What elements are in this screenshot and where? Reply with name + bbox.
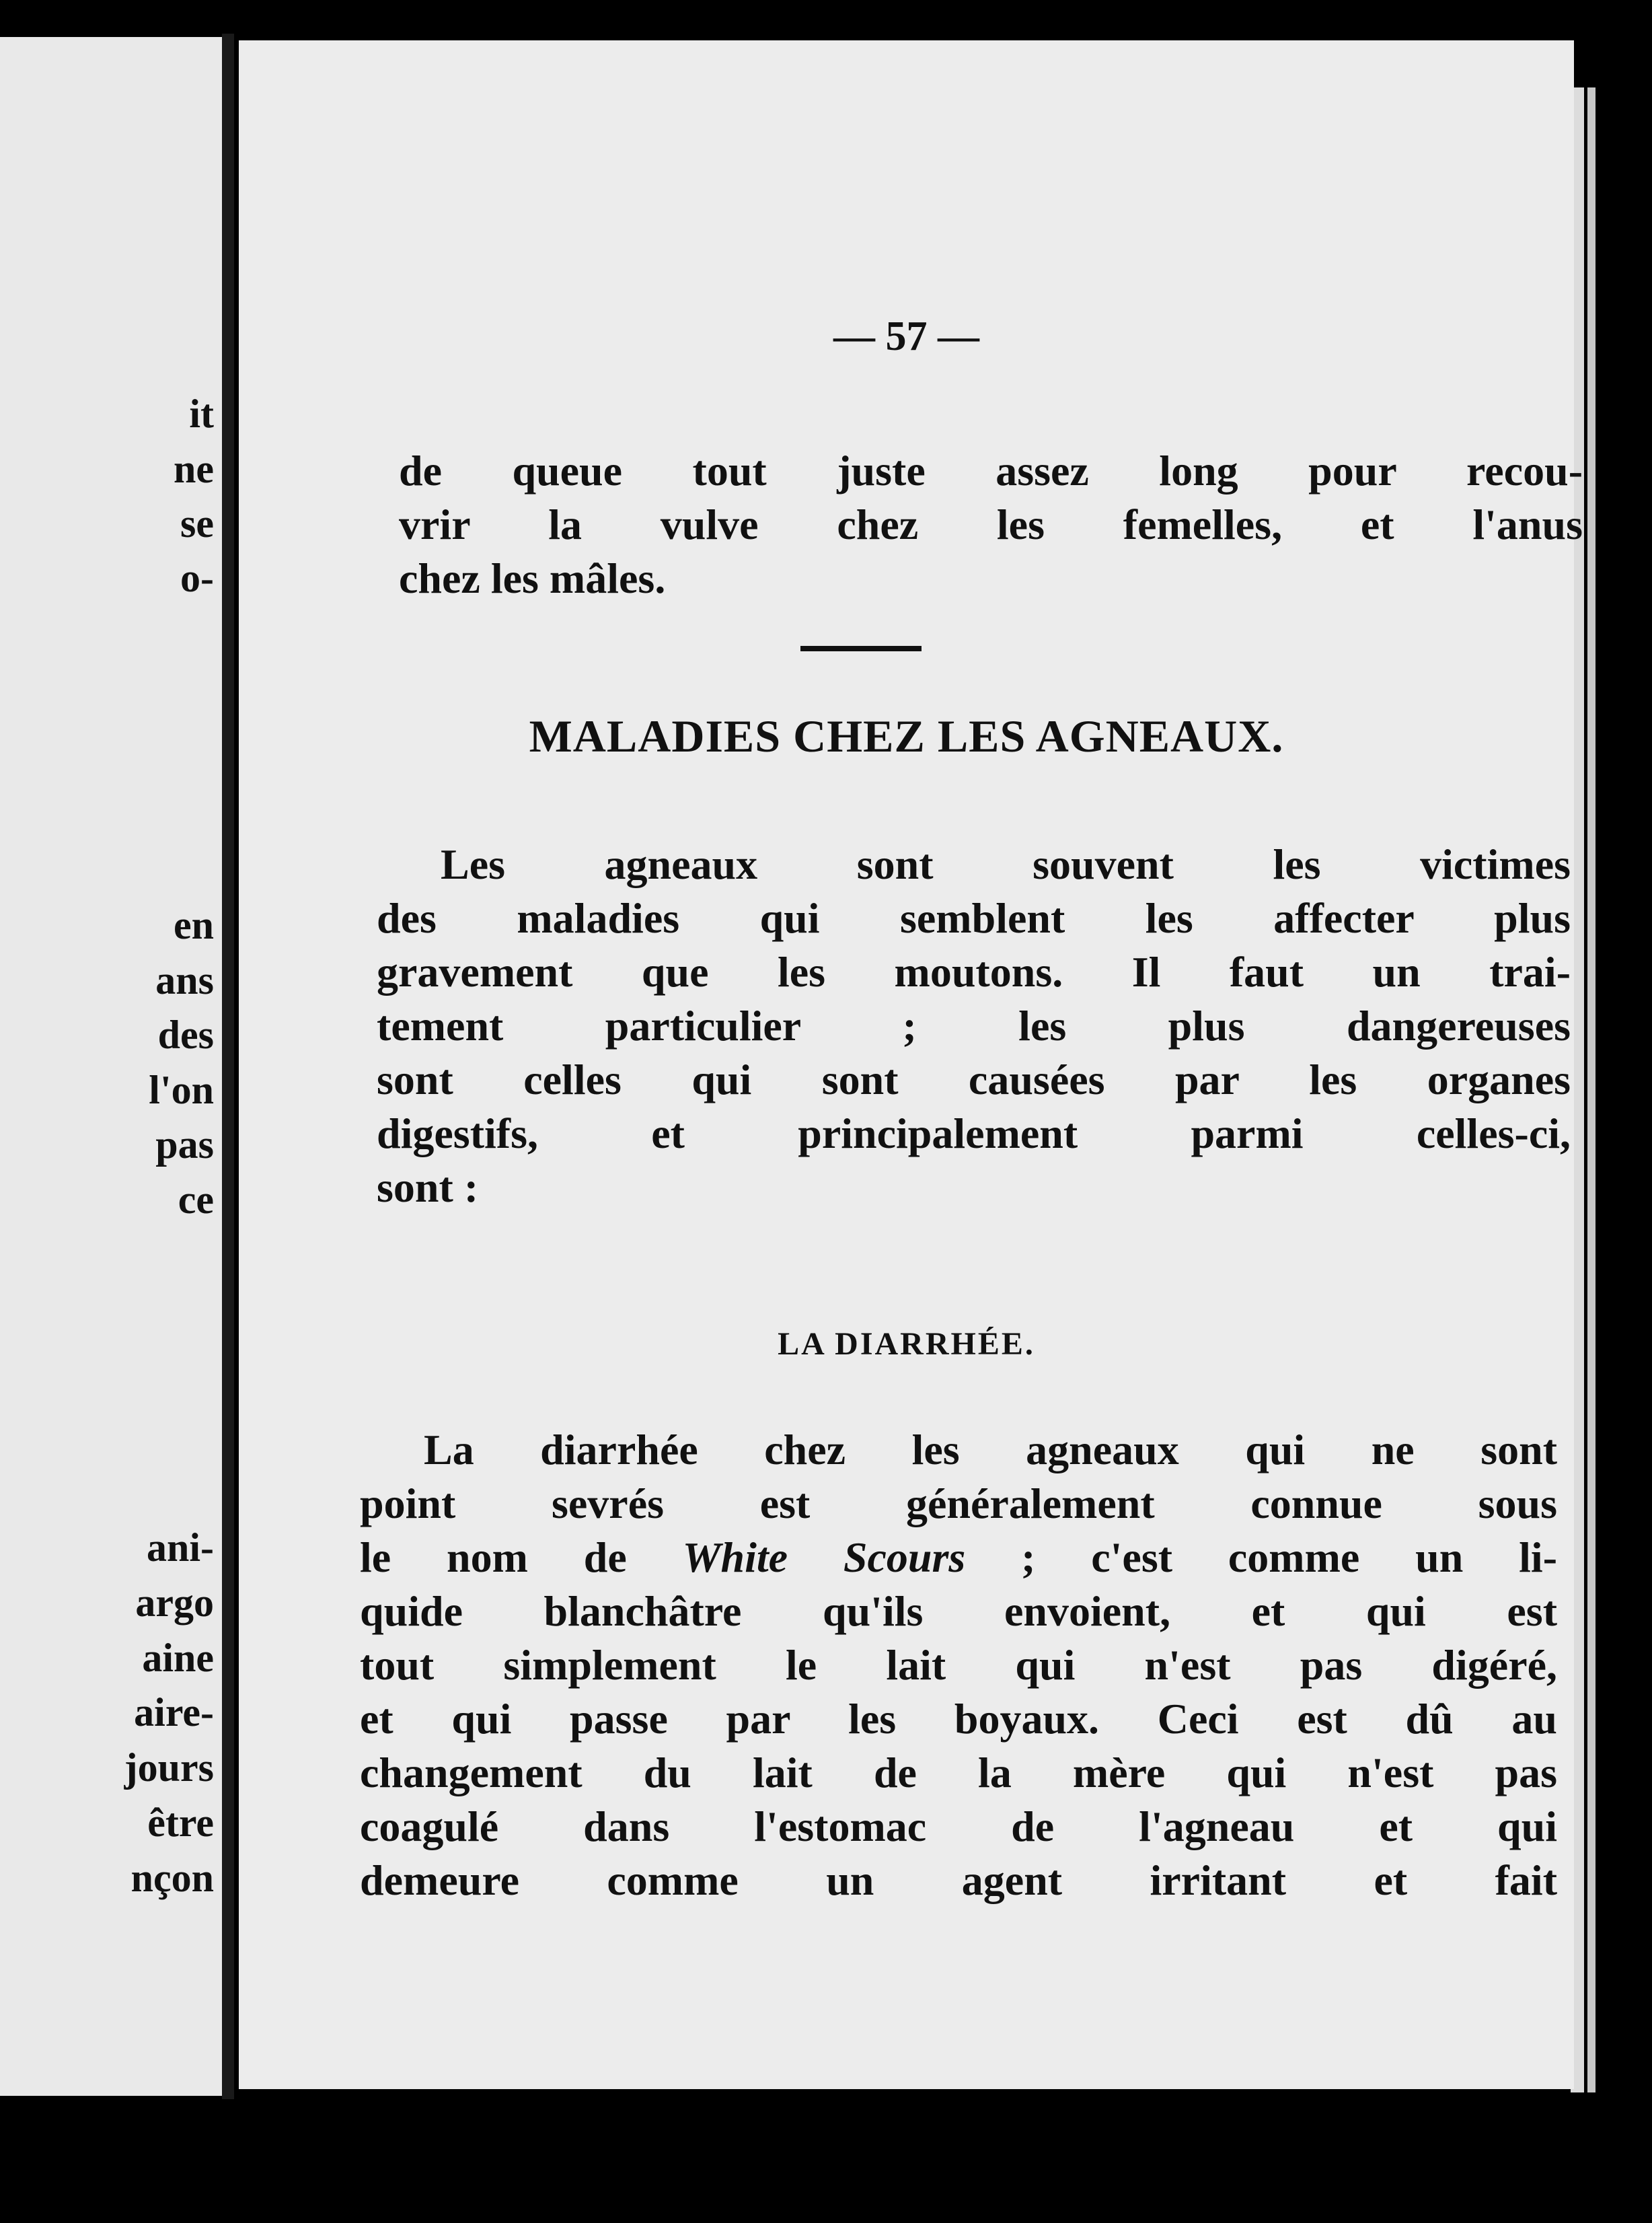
text-line: vrir la vulve chez les femelles, et l'anus [399, 501, 1583, 548]
text-run: le nom de [360, 1533, 683, 1581]
previous-page-fragment [0, 37, 222, 2096]
page-stack-edge [1587, 87, 1595, 2092]
fragment-text: en [174, 903, 214, 947]
diarrhee-paragraph [360, 1423, 1557, 1907]
fragment-text: o- [180, 556, 214, 600]
section-heading: MALADIES CHEZ LES AGNEAUX. [529, 710, 1284, 762]
text-line: demeure comme un agent irritant et fait [360, 1856, 1557, 1904]
text-line: tout simplement le lait qui n'est pas digéré, [360, 1641, 1557, 1689]
fragment-text: it [189, 392, 214, 436]
fragment-text: jours [124, 1745, 214, 1790]
fragment-text: ce [178, 1177, 214, 1222]
fragment-text: argo [135, 1580, 214, 1625]
text-line: La diarrhée chez les agneaux qui ne sont [424, 1426, 1557, 1473]
text-line: sont : [377, 1163, 479, 1211]
text-line-with-italic [360, 1531, 1557, 1584]
fragment-text: aine [142, 1636, 214, 1680]
text-line: point sevrés est généralement connue sous [360, 1480, 1557, 1527]
text-line: chez les mâles. [399, 554, 666, 602]
fragment-text: des [157, 1013, 214, 1057]
italic-term: White Scours [682, 1533, 966, 1581]
text-line: quide blanchâtre qu'ils envoient, et qui est [360, 1587, 1557, 1635]
text-line: des maladies qui semblent les affecter plus [377, 894, 1571, 942]
fragment-text: pas [155, 1122, 214, 1167]
intro-paragraph [399, 444, 1583, 606]
fragment-text: ans [155, 958, 214, 1003]
book-spine [222, 34, 234, 2099]
text-line: changement du lait de la mère qui n'est pas [360, 1749, 1557, 1796]
fragment-text: nçon [130, 1856, 214, 1900]
text-line: coagulé dans l'estomac de l'agneau et qui [360, 1802, 1557, 1850]
text-line: tement particulier ; les plus dangereuses [377, 1002, 1571, 1050]
fragment-text: ne [174, 447, 214, 491]
text-line: sont celles qui sont causées par les organes [377, 1056, 1571, 1103]
fragment-text: ani- [146, 1525, 214, 1570]
fragment-text: aire- [134, 1690, 214, 1735]
fragment-text: l'on [149, 1068, 214, 1112]
text-line: digestifs, et principalement parmi celles-ci, [377, 1109, 1571, 1157]
fragment-text: être [147, 1800, 214, 1845]
book-page [239, 40, 1583, 2089]
text-line: gravement que les moutons. Il faut un trai- [377, 948, 1571, 996]
text-run: ; c'est comme un li- [965, 1533, 1558, 1581]
text-line: et qui passe par les boyaux. Ceci est dû au [360, 1695, 1557, 1743]
section-paragraph [377, 838, 1571, 1214]
subsection-heading: LA DIARRHÉE. [778, 1326, 1035, 1362]
text-line: de queue tout juste assez long pour recou- [399, 447, 1583, 495]
text-line: Les agneaux sont souvent les victimes [441, 840, 1571, 888]
page-number: — 57 — [833, 314, 979, 359]
section-divider [800, 646, 922, 651]
fragment-text: se [180, 501, 214, 546]
